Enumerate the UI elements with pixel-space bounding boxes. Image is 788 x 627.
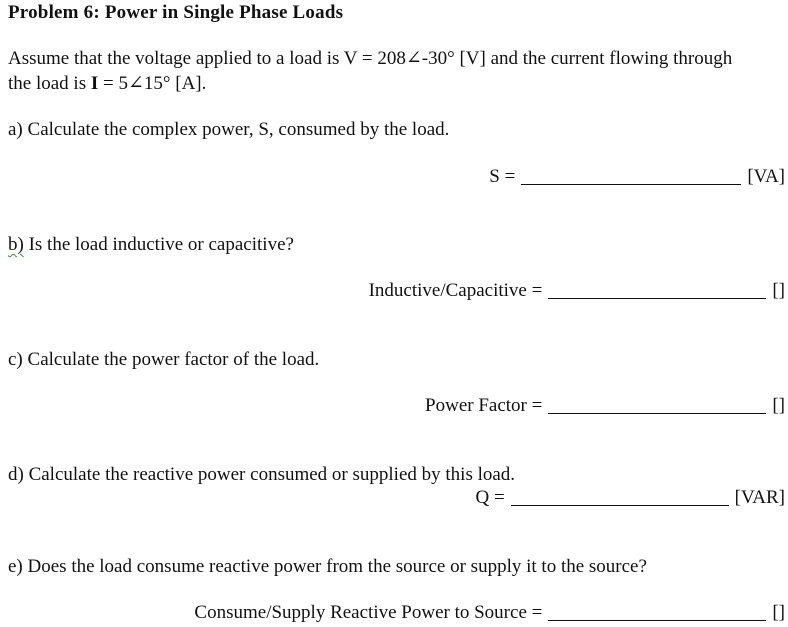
question-b — [8, 234, 294, 256]
answer-row-a — [489, 166, 785, 188]
question-text: Calculate the reactive power consumed or supplied by this load. — [23, 464, 516, 485]
unit-label: [] — [772, 395, 785, 416]
question-text: Does the load consume reactive power from the source or supply it to the source? — [22, 556, 647, 577]
answer-blank-s[interactable] — [521, 166, 741, 185]
problem-intro — [8, 46, 732, 96]
question-letter: b) — [8, 234, 24, 255]
intro-text: the load is — [8, 73, 91, 94]
question-e — [8, 556, 647, 578]
answer-label: Q = — [475, 487, 505, 508]
unit-label: [VAR] — [734, 487, 785, 508]
question-letter: c) — [8, 349, 23, 370]
unit-label: [] — [772, 280, 785, 301]
intro-line-2 — [8, 71, 732, 96]
answer-blank-inductive-capacitive[interactable] — [548, 280, 766, 299]
question-a — [8, 119, 449, 141]
answer-label: S = — [489, 166, 516, 187]
intro-text: = 5∠15° [A]. — [98, 73, 207, 94]
answer-blank-q[interactable] — [511, 487, 729, 506]
question-d — [8, 464, 515, 486]
answer-label: Inductive/Capacitive = — [368, 280, 543, 301]
question-text: Calculate the power factor of the load. — [22, 349, 320, 370]
unit-label: [] — [772, 602, 785, 623]
answer-label: Consume/Supply Reactive Power to Source = — [194, 602, 543, 623]
question-c — [8, 349, 319, 371]
answer-row-c — [425, 395, 785, 417]
question-letter: a) — [8, 119, 23, 140]
question-text: Calculate the complex power, S, consumed by the load. — [22, 119, 450, 140]
problem-title: Problem 6: Power in Single Phase Loads — [8, 2, 344, 23]
question-letter: d) — [8, 464, 24, 485]
question-text: Is the load inductive or capacitive? — [23, 234, 294, 255]
unit-label: [VA] — [747, 166, 785, 187]
answer-label: Power Factor = — [425, 395, 543, 416]
answer-row-b — [369, 280, 785, 302]
answer-row-e — [194, 602, 785, 624]
answer-blank-power-factor[interactable] — [548, 395, 766, 414]
answer-blank-consume-supply[interactable] — [548, 602, 766, 621]
current-variable: I — [90, 73, 99, 94]
intro-line-1: Assume that the voltage applied to a load is V = 208∠-30° [V] and the current flowing through — [8, 48, 733, 69]
answer-row-d — [475, 487, 785, 509]
question-letter: e) — [8, 556, 23, 577]
